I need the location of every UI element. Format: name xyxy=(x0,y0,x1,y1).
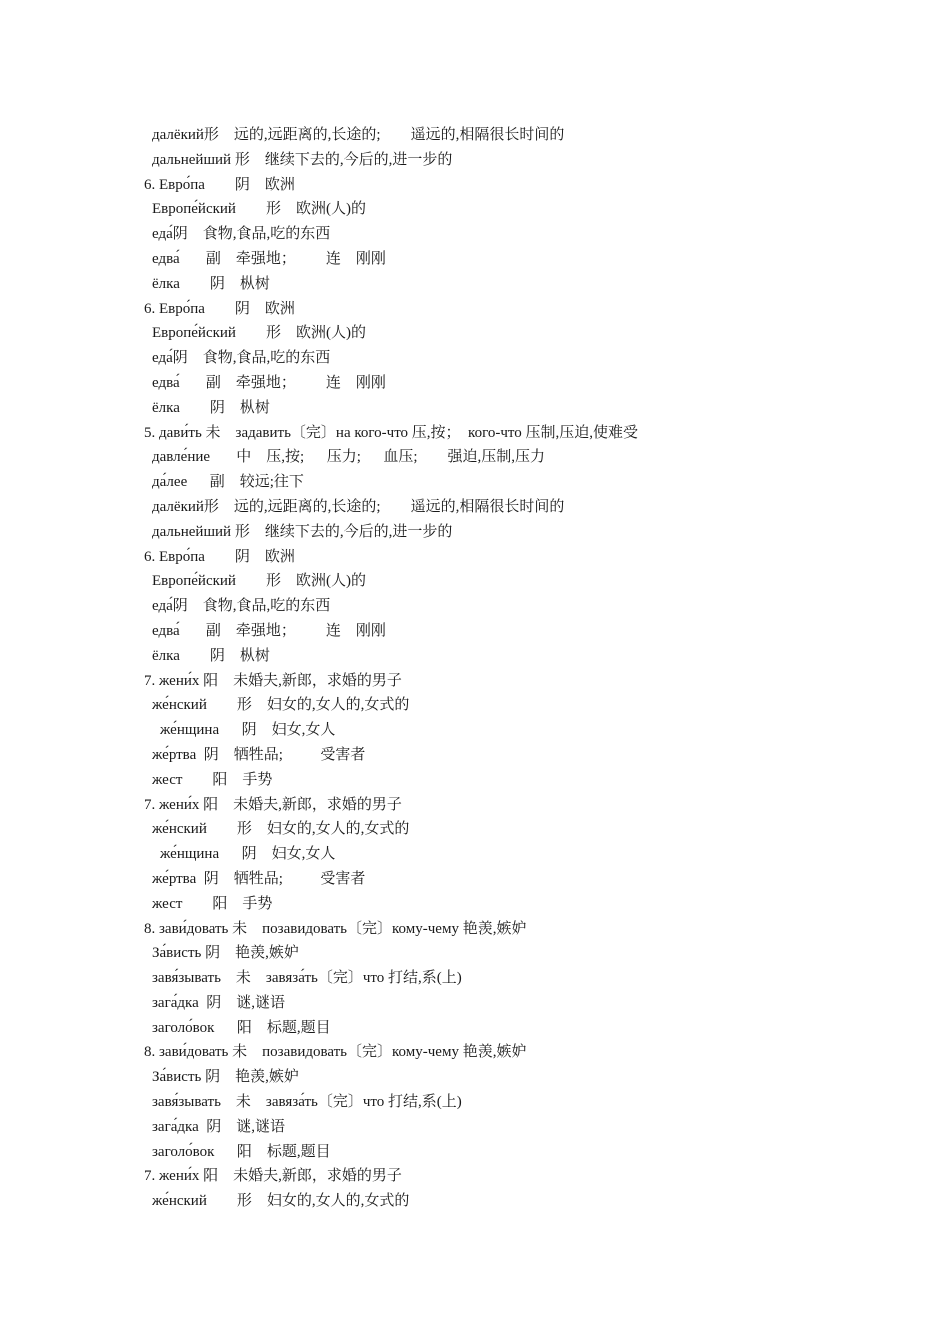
vocab-line: же́нский 形 妇女的,女人的,女式的 xyxy=(152,821,410,838)
vocab-line: За́висть 阴 艳羡,嫉妒 xyxy=(152,1069,299,1086)
vocab-line: же́нский 形 妇女的,女人的,女式的 xyxy=(152,1193,410,1210)
vocab-line: ёлка 阴 枞树 xyxy=(152,275,270,292)
vocab-line: да́лее 副 较远;往下 xyxy=(152,474,304,491)
vocab-line: едва́ 副 牵强地； 连 刚刚 xyxy=(152,250,386,267)
vocab-line: дальнейший 形 继续下去的,今后的,进一步的 xyxy=(152,151,453,168)
vocab-line: 6. Евро́па 阴 欧洲 xyxy=(144,300,295,317)
vocab-line: едва́ 副 牵强地； 连 刚刚 xyxy=(152,374,386,391)
vocab-line: же́нщина 阴 妇女,女人 xyxy=(160,722,336,739)
vocab-line: еда́阴 食物,食品,吃的东西 xyxy=(152,350,331,367)
vocab-line: заголо́вок 阳 标题,题目 xyxy=(152,1019,331,1036)
vocab-line: жест 阳 手势 xyxy=(152,771,273,788)
vocab-line: еда́阴 食物,食品,吃的东西 xyxy=(152,226,331,243)
vocab-line: 8. зави́довать 未 позавидовать〔完〕кому-чему 艳羡,嫉妒 xyxy=(144,1044,527,1061)
vocab-line: 7. жени́х 阳 未婚夫,新郎，求婚的男子 xyxy=(144,1168,402,1185)
vocab-line: 7. жени́х 阳 未婚夫,新郎，求婚的男子 xyxy=(144,796,402,813)
vocab-line: Европе́йский 形 欧洲(人)的 xyxy=(152,201,366,218)
vocab-line: ёлка 阴 枞树 xyxy=(152,647,270,664)
document-page xyxy=(0,123,950,1214)
vocab-line: заголо́вок 阳 标题,题目 xyxy=(152,1143,331,1160)
vocab-line: завя́зывать 未 завяза́ть〔完〕что 打结,系(上) xyxy=(152,970,462,987)
vocab-line: же́ртва 阴 牺牲品; 受害者 xyxy=(152,746,366,763)
vocab-line: ёлка 阴 枞树 xyxy=(152,399,270,416)
vocab-line: жест 阳 手势 xyxy=(152,895,273,912)
vocab-line: еда́阴 食物,食品,吃的东西 xyxy=(152,598,331,615)
vocab-line: зага́дка 阴 谜,谜语 xyxy=(152,1118,285,1135)
vocab-line: Европе́йский 形 欧洲(人)的 xyxy=(152,325,366,342)
vocab-line: зага́дка 阴 谜,谜语 xyxy=(152,994,285,1011)
vocab-line: 6. Евро́па 阴 欧洲 xyxy=(144,548,295,565)
vocab-line: же́нщина 阴 妇女,女人 xyxy=(160,846,336,863)
vocab-line: дальнейший 形 继续下去的,今后的,进一步的 xyxy=(152,523,453,540)
vocab-line: едва́ 副 牵强地； 连 刚刚 xyxy=(152,622,386,639)
vocab-line: Европе́йский 形 欧洲(人)的 xyxy=(152,573,366,590)
vocab-line: же́нский 形 妇女的,女人的,女式的 xyxy=(152,697,410,714)
vocab-line: 7. жени́х 阳 未婚夫,新郎，求婚的男子 xyxy=(144,672,402,689)
vocab-line: далёкий形 远的,远距离的,长途的; 遥远的,相隔很长时间的 xyxy=(152,498,565,515)
vocab-line: завя́зывать 未 завяза́ть〔完〕что 打结,系(上) xyxy=(152,1094,462,1111)
vocab-line: же́ртва 阴 牺牲品; 受害者 xyxy=(152,870,366,887)
vocab-line: далёкий形 远的,远距离的,长途的; 遥远的,相隔很长时间的 xyxy=(152,127,565,143)
vocab-line: давле́ние 中 压,按; 压力; 血压; 强迫,压制,压力 xyxy=(152,449,546,466)
vocab-line: 8. зави́довать 未 позавидовать〔完〕кому-чему 艳羡,嫉妒 xyxy=(144,920,527,937)
vocab-line: За́висть 阴 艳羡,嫉妒 xyxy=(152,945,299,962)
vocab-line: 5. дави́ть 未 задавить〔完〕на кого-что 压,按； кого-что 压制,压迫,使难受 xyxy=(144,424,639,441)
vocab-line: 6. Евро́па 阴 欧洲 xyxy=(144,176,295,193)
